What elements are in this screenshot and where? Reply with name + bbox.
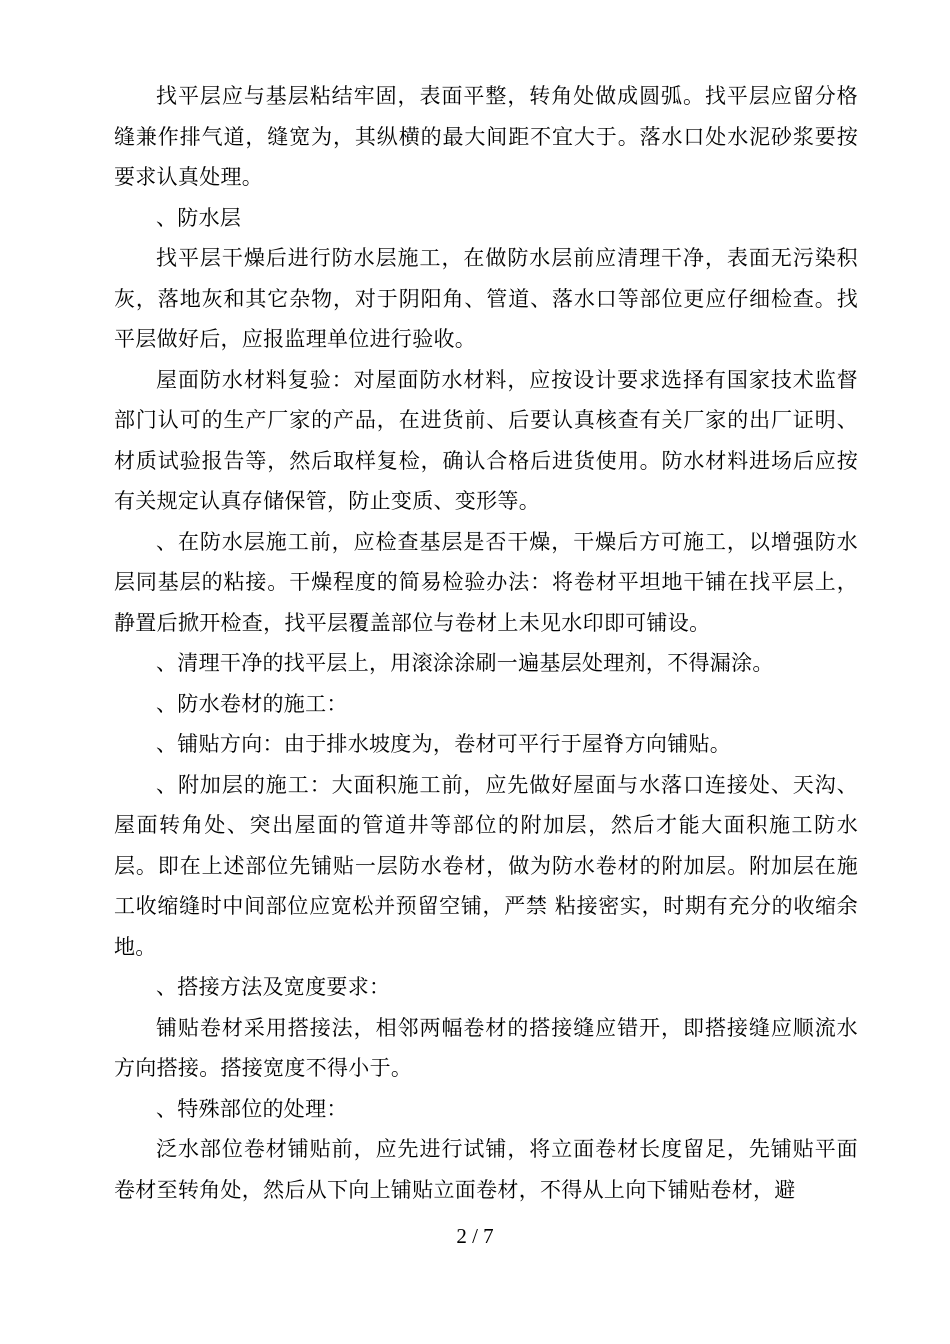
paragraph-laying-direction: 、铺贴方向：由于排水坡度为，卷材可平行于屋脊方向铺贴。 [156, 732, 732, 756]
paragraph-flashing: 泛水部位卷材铺贴前，应先进行试铺，将立面卷材长度留足，先铺贴平面卷材至转角处，然后从下向上铺贴立面卷材，不得从上向下铺贴卷材，避 [114, 1137, 858, 1202]
paragraph-dryness-check: 、在防水层施工前，应检查基层是否干燥，干燥后方可施工，以增强防水层同基层的粘接。干燥程度的简易检验办法：将卷材平坦地干铺在找平层上，静置后掀开检查，找平层覆盖部位与卷材上未见水印即可铺设。 [114, 529, 858, 635]
page-number: 2 / 7 [456, 1224, 494, 1248]
paragraph-material-recheck: 屋面防水材料复验：对屋面防水材料，应按设计要求选择有国家技术监督部门认可的生产厂家的产品，在进货前、后要认真核查有关厂家的出厂证明、材质试验报告等，然后取样复检，确认合格后进货使用。防水材料进场后应按有关规定认真存储保管，防止变质、变形等。 [114, 367, 858, 513]
heading-overlap-method: 、搭接方法及宽度要求： [156, 975, 391, 999]
paragraph-primer: 、清理干净的找平层上，用滚涂涂刷一遍基层处理剂，不得漏涂。 [156, 651, 774, 675]
paragraph-overlap-width: 铺贴卷材采用搭接法，相邻两幅卷材的搭接缝应错开，即搭接缝应顺流水方向搭接。搭接宽度不得小于。 [114, 1015, 858, 1080]
heading-waterproof-layer: 、防水层 [156, 205, 242, 230]
document-body [114, 76, 858, 1210]
heading-special-parts: 、特殊部位的处理： [156, 1096, 348, 1121]
heading-membrane-construction: 、防水卷材的施工： [156, 691, 348, 716]
paragraph-waterproof-prep: 找平层干燥后进行防水层施工，在做防水层前应清理干净，表面无污染积灰，落地灰和其它杂物，对于阴阳角、管道、落水口等部位更应仔细检查。找平层做好后，应报监理单位进行验收。 [114, 246, 858, 351]
paragraph-leveling-layer: 找平层应与基层粘结牢固，表面平整，转角处做成圆弧。找平层应留分格缝兼作排气道，缝宽为，其纵横的最大间距不宜大于。落水口处水泥砂浆要按要求认真处理。 [114, 84, 858, 189]
paragraph-additional-layer: 、附加层的施工：大面积施工前，应先做好屋面与水落口连接处、天沟、屋面转角处、突出屋面的管道井等部位的附加层，然后才能大面积施工防水层。即在上述部位先铺贴一层防水卷材，做为防水卷材的附加层。附加层在施工收缩缝时中间部位应宽松并预留空铺，严禁 粘接密实，时期有充分的收缩余地。 [114, 772, 858, 959]
